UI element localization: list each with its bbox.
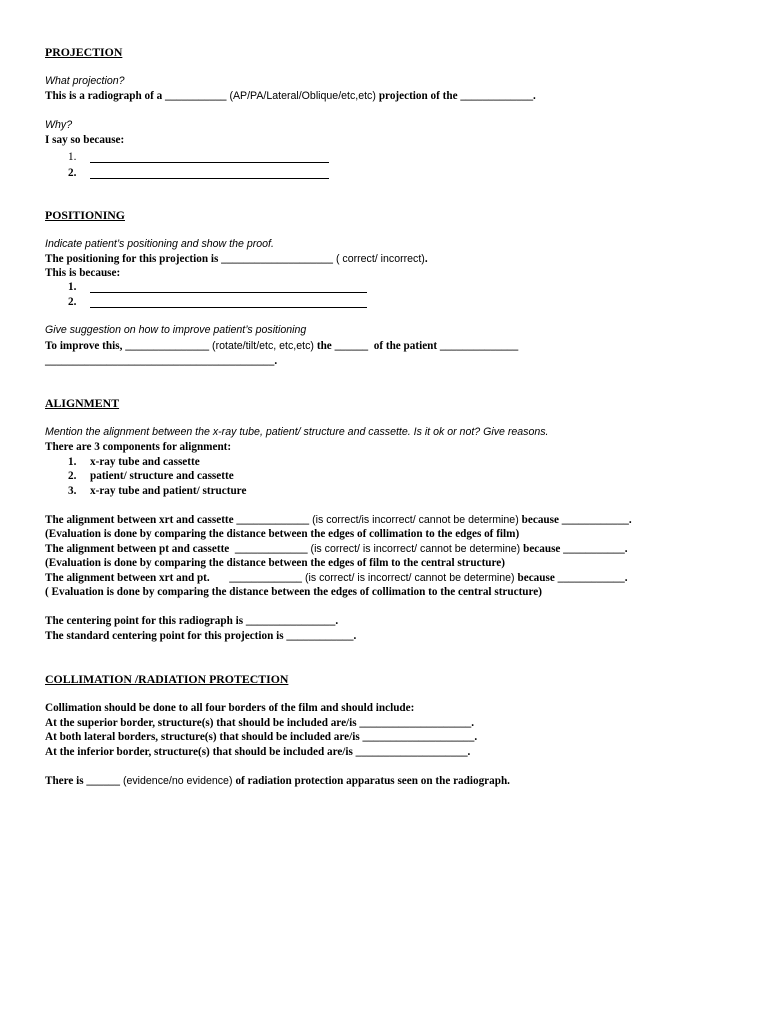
radiation-evidence-line [45,774,510,788]
alignment-xrt-pt-start: The alignment between xrt and pt. _____________ [45,572,303,584]
alignment-xrt-cassette-options: (is correct/is incorrect/ cannot be determine) [309,514,522,526]
projection-question-line [45,89,536,103]
alignment-pt-cassette-line [45,542,628,556]
alignment-prompt: Mention the alignment between the x-ray tube, patient/ structure and cassette. Is it ok or not? Give reasons. [45,426,549,438]
because-label: This is because: [45,267,121,279]
component-1-text: x-ray tube and cassette [90,456,200,468]
alignment-xrt-pt-line [45,571,628,585]
component-3-number: 3. [68,485,77,497]
improve-line [45,339,518,353]
radiation-evidence-end: of radiation protection apparatus seen on the radiograph. [235,775,510,787]
positioning-line-end: . [424,253,428,265]
alignment-heading: ALIGNMENT [45,396,120,410]
alignment-pt-cassette-end: because ___________. [523,543,628,555]
improve-line-start: To improve this, _______________ [45,340,210,352]
components-intro: There are 3 components for alignment: [45,441,232,453]
improve-prompt: Give suggestion on how to improve patient’s positioning [45,324,307,336]
positioning-question-line [45,252,428,266]
collimation-lateral-line: At both lateral borders, structure(s) that should be included are/is ____________________. [45,731,478,743]
projection-heading: PROJECTION [45,45,123,59]
component-3-text: x-ray tube and patient/ structure [90,485,247,497]
collimation-inferior-line: At the inferior border, structure(s) that should be included are/is ____________________. [45,746,471,758]
collimation-heading: COLLIMATION /RADIATION PROTECTION [45,672,289,686]
positioning-heading: POSITIONING [45,208,125,222]
improve-line-continuation: _________________________________________. [45,355,278,367]
positioning-item-1-blank[interactable] [90,292,367,293]
component-2-number: 2. [68,470,77,482]
projection-prompt: What projection? [45,75,125,87]
improve-line-end: the ______ of the patient ______________ [316,340,519,352]
projection-item-1-number: 1. [68,151,77,163]
collimation-superior-line: At the superior border, structure(s) that should be included are/is ____________________. [45,717,475,729]
centering-point-line: The centering point for this radiograph is ________________. [45,615,339,627]
standard-centering-line: The standard centering point for this projection is ____________. [45,630,357,642]
alignment-xrt-pt-options: (is correct/ is incorrect/ cannot be determine) [302,572,518,584]
alignment-pt-cassette-options: (is correct/ is incorrect/ cannot be determine) [307,543,524,555]
positioning-line-start: The positioning for this projection is ____________________ [45,253,333,265]
collimation-intro: Collimation should be done to all four borders of the film and should include: [45,702,415,714]
alignment-pt-cassette-evaluation: (Evaluation is done by comparing the distance between the edges of film to the central structure) [45,557,505,569]
projection-item-1-blank[interactable] [90,162,329,163]
positioning-item-2-number: 2. [68,296,77,308]
positioning-options: ( correct/ incorrect) [333,253,425,265]
radiation-evidence-start: There is ______ [45,775,120,787]
radiation-evidence-options: (evidence/no evidence) [120,775,236,787]
projection-item-2-number: 2. [68,167,77,179]
say-so-label: I say so because: [45,134,125,146]
alignment-xrt-pt-evaluation: ( Evaluation is done by comparing the distance between the edges of collimation to the central structure) [45,586,542,598]
projection-options: (AP/PA/Lateral/Oblique/etc,etc) [226,90,379,102]
alignment-xrt-cassette-evaluation: (Evaluation is done by comparing the distance between the edges of collimation to the edges of film) [45,528,520,540]
alignment-pt-cassette-start: The alignment between pt and cassette _____________ [45,543,308,555]
why-prompt: Why? [45,119,73,131]
component-2-text: patient/ structure and cassette [90,470,234,482]
positioning-item-1-number: 1. [68,281,77,293]
alignment-xrt-cassette-end: because ____________. [521,514,632,526]
positioning-prompt: Indicate patient’s positioning and show the proof. [45,238,274,250]
positioning-item-2-blank[interactable] [90,307,367,308]
alignment-xrt-pt-end: because ____________. [517,572,628,584]
alignment-xrt-cassette-start: The alignment between xrt and cassette _____________ [45,514,310,526]
projection-item-2-blank[interactable] [90,178,329,179]
projection-line-end: projection of the _____________. [378,90,536,102]
component-1-number: 1. [68,456,77,468]
projection-line-start: This is a radiograph of a ___________ [45,90,227,102]
alignment-xrt-cassette-line [45,513,632,527]
improve-options: (rotate/tilt/etc, etc,etc) [209,340,317,352]
